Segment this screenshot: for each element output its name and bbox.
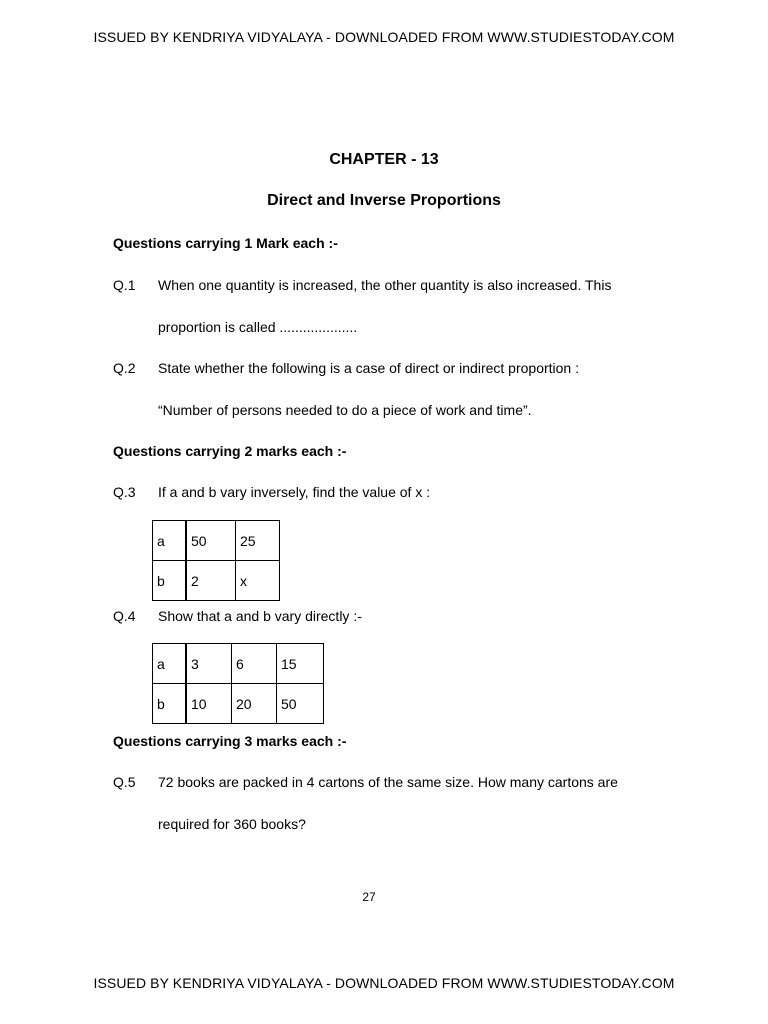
values-table-q3 bbox=[152, 520, 280, 601]
table-cell: a bbox=[153, 644, 187, 684]
table-cell: a bbox=[153, 521, 187, 561]
section-heading-1-mark: Questions carrying 1 Mark each :- bbox=[113, 235, 338, 251]
table-cell: 50 bbox=[186, 521, 236, 561]
section-heading-2-marks: Questions carrying 2 marks each :- bbox=[113, 443, 347, 459]
question-text: Show that a and b vary directly :- bbox=[158, 608, 362, 624]
question-text: required for 360 books? bbox=[158, 816, 306, 832]
table-cell: 50 bbox=[277, 684, 324, 724]
table-cell: 25 bbox=[236, 521, 280, 561]
chapter-number: CHAPTER - 13 bbox=[329, 151, 439, 168]
table-cell: 20 bbox=[232, 684, 277, 724]
table-cell: b bbox=[153, 684, 187, 724]
section-heading-3-marks: Questions carrying 3 marks each :- bbox=[113, 733, 347, 749]
table-cell: 10 bbox=[186, 684, 232, 724]
question-number: Q.5 bbox=[113, 774, 136, 790]
question-text: proportion is called .................... bbox=[158, 319, 358, 335]
chapter-title: Direct and Inverse Proportions bbox=[267, 192, 501, 209]
table-cell: x bbox=[236, 561, 280, 601]
page-number: 27 bbox=[362, 890, 376, 904]
table-cell: 3 bbox=[186, 644, 232, 684]
question-number: Q.4 bbox=[113, 608, 136, 624]
question-number: Q.2 bbox=[113, 360, 136, 376]
question-text: When one quantity is increased, the other quantity is also increased. This bbox=[158, 277, 612, 293]
question-text: “Number of persons needed to do a piece of work and time”. bbox=[158, 402, 532, 418]
question-number: Q.3 bbox=[113, 484, 136, 500]
values-table-q4 bbox=[152, 643, 324, 724]
question-text: 72 books are packed in 4 cartons of the same size. How many cartons are bbox=[158, 774, 618, 790]
question-text: If a and b vary inversely, find the value of x : bbox=[158, 484, 431, 500]
footer-banner: ISSUED BY KENDRIYA VIDYALAYA - DOWNLOADED FROM WWW.STUDIESTODAY.COM bbox=[93, 975, 675, 991]
table-cell: 15 bbox=[277, 644, 324, 684]
header-banner: ISSUED BY KENDRIYA VIDYALAYA - DOWNLOADED FROM WWW.STUDIESTODAY.COM bbox=[93, 29, 675, 45]
table-row bbox=[153, 561, 280, 601]
table-row bbox=[153, 684, 324, 724]
question-text: State whether the following is a case of direct or indirect proportion : bbox=[158, 360, 579, 376]
table-cell: 6 bbox=[232, 644, 277, 684]
table-row bbox=[153, 521, 280, 561]
table-cell: b bbox=[153, 561, 187, 601]
question-number: Q.1 bbox=[113, 277, 136, 293]
table-cell: 2 bbox=[186, 561, 236, 601]
table-row bbox=[153, 644, 324, 684]
